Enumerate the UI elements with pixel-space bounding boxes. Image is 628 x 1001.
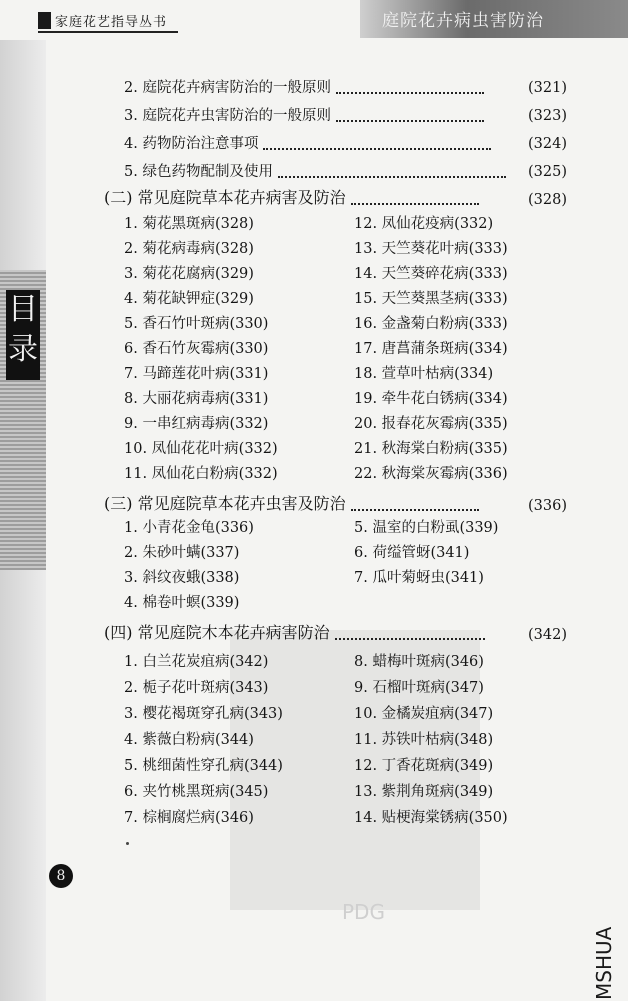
toc-item[interactable]: 13. 天竺葵花叶病(333) [354,241,508,257]
toc-item[interactable]: 9. 石榴叶斑病(347) [354,680,484,696]
toc-item[interactable]: 4. 棉卷叶螟(339) [124,595,240,611]
toc-item[interactable]: 12. 凤仙花疫病(332) [354,216,494,232]
page-header [0,0,628,40]
toc-entry-page: (321) [528,80,567,96]
series-title: 家庭花艺指导丛书 [55,15,168,30]
leader-dots [278,166,506,178]
watermark-side-text: MSHUA [592,926,616,1000]
toc-item[interactable]: 11. 凤仙花白粉病(332) [124,466,278,482]
section-heading[interactable] [104,622,485,644]
toc-item[interactable]: 8. 大丽花病毒病(331) [124,391,269,407]
toc-item[interactable]: 9. 一串红病毒病(332) [124,416,269,432]
stray-mark [126,842,129,845]
toc-item[interactable]: 11. 苏铁叶枯病(348) [354,732,494,748]
toc-item[interactable]: 1. 小青花金龟(336) [124,520,254,536]
toc-entry-page: (325) [528,164,567,180]
toc-item[interactable]: 16. 金盏菊白粉病(333) [354,316,508,332]
toc-entry-label: 2. 庭院花卉病害防治的一般原则 [124,80,331,96]
section-title: (三) 常见庭院草本花卉虫害及防治 [104,494,346,513]
toc-item[interactable]: 6. 荷缢管蚜(341) [354,545,470,561]
header-rule [38,31,178,33]
toc-item[interactable]: 17. 唐菖蒲条斑病(334) [354,341,508,357]
toc-item[interactable]: 6. 夹竹桃黑斑病(345) [124,784,269,800]
toc-item[interactable]: 7. 马蹄莲花叶病(331) [124,366,269,382]
header-right-banner [360,0,628,38]
toc-item[interactable]: 2. 菊花病毒病(328) [124,241,254,257]
leader-dots [263,138,491,150]
page-number: 8 [49,864,73,888]
leader-dots [336,82,484,94]
toc-entry[interactable] [124,106,484,126]
book-title: 庭院花卉病虫害防治 [382,11,544,31]
toc-item[interactable]: 14. 贴梗海棠锈病(350) [354,810,508,826]
toc-item[interactable]: 10. 凤仙花花叶病(332) [124,441,278,457]
toc-item[interactable]: 22. 秋海棠灰霉病(336) [354,466,508,482]
leader-dots [351,193,479,205]
section-page: (336) [528,498,567,514]
toc-item[interactable]: 13. 紫荆角斑病(349) [354,784,494,800]
toc-item[interactable]: 19. 牵牛花白锈病(334) [354,391,508,407]
toc-item[interactable]: 5. 香石竹叶斑病(330) [124,316,269,332]
section-page: (328) [528,192,567,208]
toc-item[interactable]: 21. 秋海棠白粉病(335) [354,441,508,457]
toc-entry[interactable] [124,162,506,182]
section-heading[interactable] [104,187,479,209]
toc-item[interactable]: 14. 天竺葵碎花病(333) [354,266,508,282]
toc-title: 目录 [6,290,40,380]
toc-item[interactable]: 3. 菊花花腐病(329) [124,266,254,282]
toc-item[interactable]: 20. 报春花灰霉病(335) [354,416,508,432]
section-page: (342) [528,627,567,643]
leader-dots [351,499,479,511]
toc-item[interactable]: 3. 樱花褐斑穿孔病(343) [124,706,283,722]
toc-entry-label: 4. 药物防治注意事项 [124,136,259,152]
watermark-pdg: PDG [342,900,385,924]
toc-item[interactable]: 1. 白兰花炭疽病(342) [124,654,269,670]
header-block-mark [38,12,51,29]
series-header [38,10,178,32]
section-heading[interactable] [104,493,479,515]
toc-item[interactable]: 2. 栀子花叶斑病(343) [124,680,269,696]
toc-item[interactable]: 10. 金橘炭疽病(347) [354,706,494,722]
toc-item[interactable]: 15. 天竺葵黑茎病(333) [354,291,508,307]
toc-item[interactable]: 4. 菊花缺钾症(329) [124,291,254,307]
toc-item[interactable]: 7. 棕榈腐烂病(346) [124,810,254,826]
toc-item[interactable]: 3. 斜纹夜蛾(338) [124,570,240,586]
toc-entry[interactable] [124,78,484,98]
toc-item[interactable]: 2. 朱砂叶螨(337) [124,545,240,561]
toc-item[interactable]: 7. 瓜叶菊蚜虫(341) [354,570,484,586]
toc-item[interactable]: 18. 萱草叶枯病(334) [354,366,494,382]
toc-entry-label: 5. 绿色药物配制及使用 [124,164,273,180]
section-title: (二) 常见庭院草本花卉病害及防治 [104,188,346,207]
leader-dots [335,628,485,640]
section-title: (四) 常见庭院木本花卉病害防治 [104,623,330,642]
toc-item[interactable]: 5. 温室的白粉虱(339) [354,520,499,536]
toc-entry-label: 3. 庭院花卉虫害防治的一般原则 [124,108,331,124]
toc-item[interactable]: 5. 桃细菌性穿孔病(344) [124,758,283,774]
toc-entry-page: (323) [528,108,567,124]
toc-item[interactable]: 6. 香石竹灰霉病(330) [124,341,269,357]
toc-item[interactable]: 1. 菊花黑斑病(328) [124,216,254,232]
toc-item[interactable]: 12. 丁香花斑病(349) [354,758,494,774]
toc-entry[interactable] [124,134,491,154]
toc-item[interactable]: 4. 紫薇白粉病(344) [124,732,254,748]
leader-dots [336,110,484,122]
toc-entry-page: (324) [528,136,567,152]
toc-item[interactable]: 8. 蜡梅叶斑病(346) [354,654,484,670]
